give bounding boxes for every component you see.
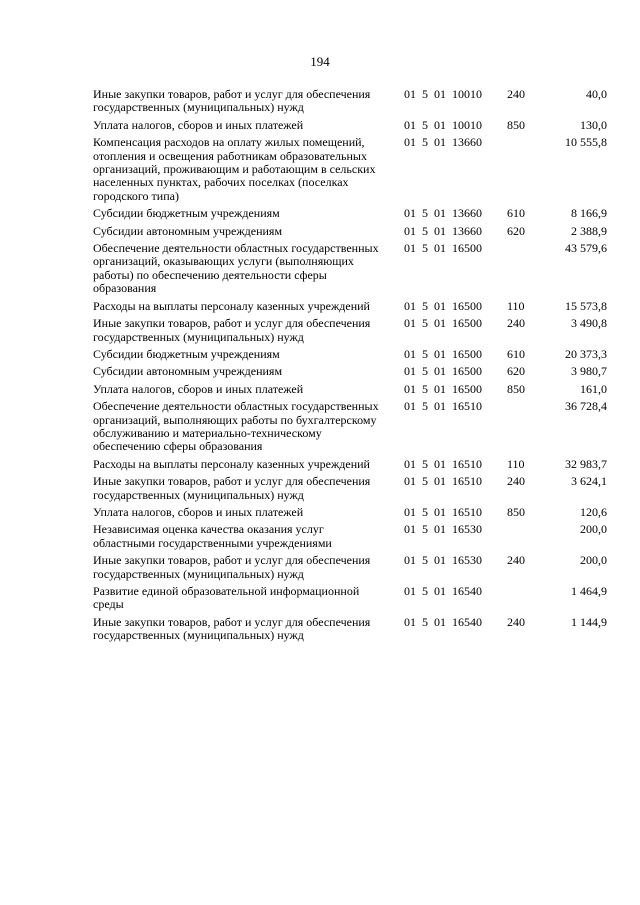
row-description: Расходы на выплаты персоналу казенных учреждений [93, 456, 370, 471]
row-code: 01 5 01 13660 [404, 135, 482, 150]
row-amount: 20 373,3 [565, 346, 607, 361]
table-row [0, 300, 640, 313]
table-row [0, 207, 640, 220]
table-row [0, 242, 640, 296]
row-description: Субсидии автономным учреждениям [93, 364, 283, 379]
row-description: Иные закупки товаров, работ и услуг для обеспечения государственных (муниципальных) нужд [93, 614, 371, 643]
row-amount: 10 555,8 [565, 135, 607, 150]
row-amount: 2 388,9 [571, 223, 607, 238]
row-expense-type: 240 [507, 553, 525, 568]
row-expense-type: 620 [507, 364, 525, 379]
row-description: Уплата налогов, сборов и иных платежей [93, 381, 304, 396]
table-row [0, 348, 640, 361]
row-amount: 1 464,9 [571, 584, 607, 598]
table-row [0, 585, 640, 612]
row-description: Субсидии автономным учреждениям [93, 223, 283, 238]
row-description: Иные закупки товаров, работ и услуг для обеспечения государственных (муниципальных) нужд [93, 87, 371, 115]
row-amount: 161,0 [580, 381, 607, 396]
table-row [0, 523, 640, 550]
row-code: 01 5 01 13660 [404, 223, 482, 238]
row-description: Компенсация расходов на оплату жилых помещений, отопления и освещения работникам образовательных организаций, проживающим и работающим в сельских населенных пунктах, рабочих поселках (поселках городского типа) [93, 135, 376, 203]
page-number: 194 [310, 54, 330, 69]
table-row [0, 506, 640, 519]
row-expense-type: 240 [507, 316, 525, 331]
row-code: 01 5 01 10010 [404, 117, 482, 132]
table-row [0, 225, 640, 238]
row-code: 01 5 01 16540 [404, 584, 482, 598]
table-row [0, 400, 640, 454]
row-code: 01 5 01 16500 [404, 364, 482, 379]
row-code: 01 5 01 16510 [404, 504, 482, 519]
row-code: 01 5 01 16500 [404, 241, 482, 256]
row-amount: 43 579,6 [565, 241, 607, 256]
row-description: Уплата налогов, сборов и иных платежей [93, 117, 304, 132]
row-code: 01 5 01 10010 [404, 87, 482, 101]
row-code: 01 5 01 16530 [404, 553, 482, 568]
row-expense-type: 240 [507, 87, 525, 101]
row-expense-type: 110 [507, 456, 525, 471]
row-amount: 200,0 [580, 522, 607, 537]
row-expense-type: 240 [507, 474, 525, 489]
row-expense-type: 850 [507, 504, 525, 519]
row-amount: 120,6 [580, 504, 607, 519]
row-description: Развитие единой образовательной информационной среды [93, 584, 360, 612]
row-description: Уплата налогов, сборов и иных платежей [93, 504, 304, 519]
row-description: Иные закупки товаров, работ и услуг для обеспечения государственных (муниципальных) нужд [93, 316, 371, 344]
table-row [0, 365, 640, 378]
row-description: Расходы на выплаты персоналу казенных учреждений [93, 298, 370, 313]
table-row [0, 383, 640, 396]
row-expense-type: 850 [507, 117, 525, 132]
row-expense-type: 240 [507, 614, 525, 629]
table-row [0, 554, 640, 581]
row-expense-type: 850 [507, 381, 525, 396]
table-row [0, 317, 640, 344]
row-code: 01 5 01 16500 [404, 298, 482, 313]
budget-table [0, 88, 640, 647]
row-code: 01 5 01 16510 [404, 474, 482, 489]
row-code: 01 5 01 16500 [404, 381, 482, 396]
row-description: Обеспечение деятельности областных государственных организаций, оказывающих услуги (выполняющих работы) по обеспечению деятельности сферы образования [93, 241, 379, 296]
row-amount: 36 728,4 [565, 399, 607, 414]
row-code: 01 5 01 16540 [404, 614, 482, 629]
row-description: Субсидии бюджетным учреждениям [93, 346, 280, 361]
row-amount: 8 166,9 [571, 206, 607, 221]
row-description: Субсидии бюджетным учреждениям [93, 206, 280, 221]
table-row [0, 458, 640, 471]
row-expense-type: 110 [507, 298, 525, 313]
table-row [0, 136, 640, 203]
row-code: 01 5 01 16500 [404, 316, 482, 331]
row-expense-type: 610 [507, 206, 525, 221]
row-description: Обеспечение деятельности областных государственных организаций, выполняющих работы по бухгалтерскому обслуживанию и материально-техническому обеспечению сферы образования [93, 399, 379, 454]
row-amount: 3 980,7 [571, 364, 607, 379]
row-code: 01 5 01 16510 [404, 456, 482, 471]
row-amount: 32 983,7 [565, 456, 607, 471]
row-code: 01 5 01 16500 [404, 346, 482, 361]
row-amount: 3 490,8 [571, 316, 607, 331]
row-description: Иные закупки товаров, работ и услуг для обеспечения государственных (муниципальных) нужд [93, 474, 371, 502]
row-expense-type: 620 [507, 223, 525, 238]
table-row [0, 475, 640, 502]
row-amount: 40,0 [586, 87, 607, 101]
row-amount: 130,0 [580, 117, 607, 132]
row-description: Иные закупки товаров, работ и услуг для обеспечения государственных (муниципальных) нужд [93, 553, 371, 581]
row-expense-type: 610 [507, 346, 525, 361]
row-amount: 3 624,1 [571, 474, 607, 489]
row-amount: 1 144,9 [571, 614, 607, 629]
row-code: 01 5 01 13660 [404, 206, 482, 221]
table-row [0, 119, 640, 132]
row-amount: 200,0 [580, 553, 607, 568]
row-code: 01 5 01 16510 [404, 399, 482, 414]
row-code: 01 5 01 16530 [404, 522, 482, 537]
row-amount: 15 573,8 [565, 298, 607, 313]
table-row [0, 616, 640, 643]
row-description: Независимая оценка качества оказания услуг областными государственными учреждениями [93, 522, 332, 550]
table-row [0, 88, 640, 115]
